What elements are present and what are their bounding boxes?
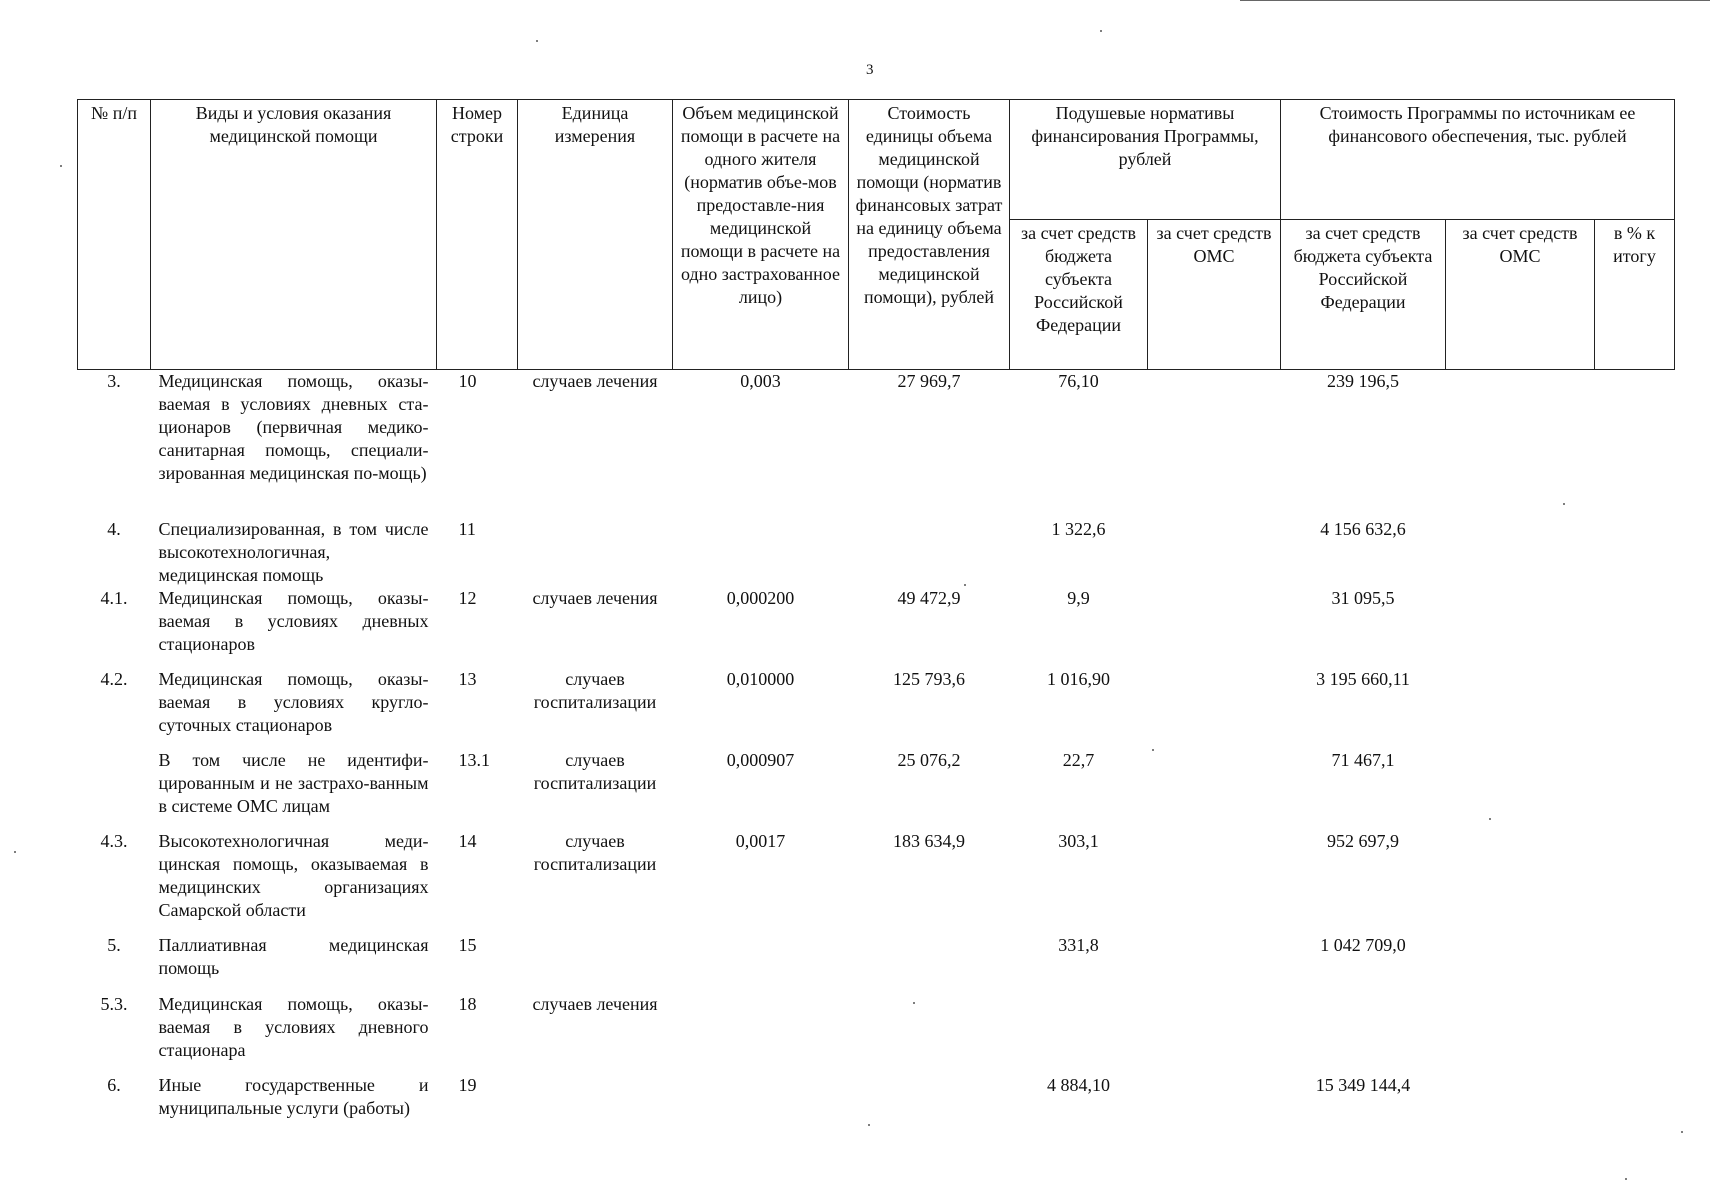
row-program-oms (1446, 587, 1595, 668)
table-row (78, 934, 1675, 993)
row-volume (673, 934, 849, 993)
row-program-budget: 4 156 632,6 (1320, 518, 1406, 539)
row-num: 4.2. (100, 668, 128, 689)
row-cost: 183 634,9 (893, 830, 965, 851)
scan-speck (1152, 749, 1154, 751)
row-percapita-budget: 303,1 (1058, 830, 1099, 851)
row-unit (518, 518, 673, 587)
row-cost (849, 993, 1010, 1074)
row-line-number: 15 (458, 934, 477, 955)
row-percapita-oms (1148, 668, 1281, 749)
row-line-number: 12 (458, 587, 477, 608)
row-name: Медицинская помощь, оказы-ваемая в условиях дневных стационаров (158, 587, 429, 654)
row-program-budget: 31 095,5 (1331, 587, 1395, 608)
row-cost: 49 472,9 (897, 587, 961, 608)
row-percapita-oms (1148, 830, 1281, 934)
row-cost: 27 969,7 (897, 371, 961, 391)
row-program-percent (1595, 934, 1675, 993)
row-percapita-oms (1148, 993, 1281, 1074)
row-line-number: 13.1 (458, 749, 490, 770)
row-num (78, 749, 151, 830)
table-row (78, 668, 1675, 749)
header-percapita-budget: за счет средств бюджета субъекта Российской Федерации (1010, 220, 1148, 370)
header-program-percent: в % к итогу (1595, 220, 1675, 370)
row-name: Специализированная, в том числе высокотехнологичная, медицинская помощь (158, 518, 429, 585)
table-row (78, 993, 1675, 1074)
row-percapita-budget: 331,8 (1058, 934, 1099, 955)
row-program-budget: 952 697,9 (1327, 830, 1399, 851)
table-row (78, 1074, 1675, 1134)
row-program-oms (1446, 749, 1595, 830)
row-volume (673, 518, 849, 587)
row-line-number: 10 (458, 371, 477, 391)
row-program-budget (1281, 993, 1446, 1074)
row-percapita-budget: 1 322,6 (1051, 518, 1106, 539)
table-row (78, 518, 1675, 587)
row-unit (518, 1074, 673, 1134)
row-line-number: 14 (458, 830, 477, 851)
row-cost: 25 076,2 (897, 749, 961, 770)
header-row-number: Номер строки (437, 100, 518, 370)
scan-speck (536, 40, 538, 42)
row-percapita-oms (1148, 518, 1281, 587)
row-percapita-oms (1148, 749, 1281, 830)
row-percapita-budget (1010, 993, 1148, 1074)
row-name: В том числе не идентифи-цированным и не застрахо-ванным в системе ОМС лицам (158, 749, 429, 816)
row-program-budget: 71 467,1 (1331, 749, 1395, 770)
row-name: Медицинская помощь, оказы-ваемая в условиях дневных ста-ционаров (первичная медико-санитарная помощь, специали-зированная медицинская по-мощь) (158, 371, 429, 483)
row-percapita-budget: 22,7 (1062, 749, 1095, 770)
row-name: Высокотехнологичная меди-цинская помощь, оказываемая в медицинских организациях Самарской области (158, 830, 429, 920)
table-row (78, 587, 1675, 668)
row-volume: 0,010000 (726, 668, 795, 689)
header-program-budget: за счет средств бюджета субъекта Российской Федерации (1281, 220, 1446, 370)
row-volume (673, 1074, 849, 1134)
row-volume: 0,000200 (726, 587, 795, 608)
row-program-percent (1595, 587, 1675, 668)
row-name: Иные государственные и муниципальные услуги (работы) (158, 1074, 429, 1118)
scan-speck (1489, 818, 1491, 820)
table-body (78, 370, 1675, 1134)
row-program-percent (1595, 370, 1675, 518)
header-volume: Объем медицинской помощи в расчете на одного жителя (норматив объе-мов предоставле-ния медицинской помощи в расчете на одно застрахованное лицо) (673, 100, 849, 370)
scan-speck (1100, 30, 1102, 32)
row-num: 4.3. (100, 830, 128, 851)
page-number: 3 (866, 62, 874, 78)
row-line-number: 11 (458, 518, 476, 539)
header-percapita-group: Подушевые нормативы финансирования Программы, рублей (1010, 100, 1281, 220)
program-cost-table (77, 99, 1675, 1134)
scan-speck (1625, 1178, 1627, 1180)
row-num: 6. (107, 1074, 121, 1095)
scan-speck (60, 165, 62, 167)
row-percapita-oms (1148, 1074, 1281, 1134)
header-program-oms: за счет средств ОМС (1446, 220, 1595, 370)
table-row (78, 370, 1675, 518)
row-program-oms (1446, 1074, 1595, 1134)
row-percapita-budget: 4 884,10 (1047, 1074, 1110, 1095)
row-program-percent (1595, 830, 1675, 934)
row-program-percent (1595, 518, 1675, 587)
scan-speck (868, 1124, 870, 1126)
scan-speck (913, 1002, 915, 1004)
row-program-percent (1595, 1074, 1675, 1134)
row-program-percent (1595, 749, 1675, 830)
row-volume: 0,000907 (726, 749, 795, 770)
row-num: 4. (107, 518, 121, 539)
row-unit: случаев госпитализации (533, 830, 657, 874)
row-line-number: 18 (458, 993, 477, 1014)
header-cost: Стоимость единицы объема медицинской помощи (норматив финансовых затрат на единицу объема предоставления медицинской помощи), рублей (849, 100, 1010, 370)
row-program-budget: 15 349 144,4 (1315, 1074, 1411, 1095)
scan-speck (1681, 1131, 1683, 1133)
row-volume: 0,003 (740, 371, 781, 391)
row-percapita-oms (1148, 587, 1281, 668)
row-program-oms (1446, 993, 1595, 1074)
header-num: № п/п (78, 100, 151, 370)
row-program-oms (1446, 934, 1595, 993)
table-row (78, 830, 1675, 934)
header-program-group: Стоимость Программы по источникам ее финансового обеспечения, тыс. рублей (1281, 100, 1675, 220)
row-program-oms (1446, 830, 1595, 934)
row-unit: случаев лечения (532, 371, 658, 391)
table-row (78, 749, 1675, 830)
row-line-number: 13 (458, 668, 477, 689)
scan-speck (1563, 503, 1565, 505)
row-percapita-budget: 9,9 (1067, 587, 1090, 608)
row-cost (849, 1074, 1010, 1134)
row-cost (849, 518, 1010, 587)
row-unit: случаев лечения (532, 587, 658, 608)
row-unit: случаев госпитализации (533, 749, 657, 793)
row-num: 5. (107, 934, 121, 955)
header-percapita-oms: за счет средств ОМС (1148, 220, 1281, 370)
row-name: Медицинская помощь, оказы-ваемая в условиях кругло-суточных стационаров (158, 668, 429, 735)
row-num: 5.3. (100, 993, 128, 1014)
row-num: 3. (107, 371, 121, 391)
row-cost (849, 934, 1010, 993)
row-percapita-oms (1148, 934, 1281, 993)
row-program-oms (1446, 518, 1595, 587)
row-program-budget: 1 042 709,0 (1320, 934, 1406, 955)
row-percapita-budget: 76,10 (1058, 371, 1099, 391)
row-program-budget: 239 196,5 (1327, 371, 1399, 391)
top-rule (1240, 0, 1710, 1)
row-num: 4.1. (100, 587, 128, 608)
row-program-budget: 3 195 660,11 (1316, 668, 1410, 689)
row-cost: 125 793,6 (893, 668, 965, 689)
row-program-oms (1446, 370, 1595, 518)
header-kind: Виды и условия оказания медицинской помощи (151, 100, 437, 370)
row-unit: случаев лечения (532, 993, 658, 1014)
header-unit: Единица измерения (518, 100, 673, 370)
row-volume: 0,0017 (735, 830, 786, 851)
row-unit: случаев госпитализации (533, 668, 657, 712)
row-volume (673, 993, 849, 1074)
row-unit (518, 934, 673, 993)
row-percapita-oms (1148, 370, 1281, 518)
row-program-percent (1595, 668, 1675, 749)
scan-speck (964, 584, 966, 586)
row-name: Медицинская помощь, оказы-ваемая в условиях дневного стационара (158, 993, 429, 1060)
row-program-oms (1446, 668, 1595, 749)
table-header (78, 100, 1675, 370)
row-line-number: 19 (458, 1074, 477, 1095)
scan-speck (14, 851, 16, 853)
row-percapita-budget: 1 016,90 (1047, 668, 1110, 689)
row-name: Паллиативная медицинская помощь (158, 934, 429, 978)
row-program-percent (1595, 993, 1675, 1074)
